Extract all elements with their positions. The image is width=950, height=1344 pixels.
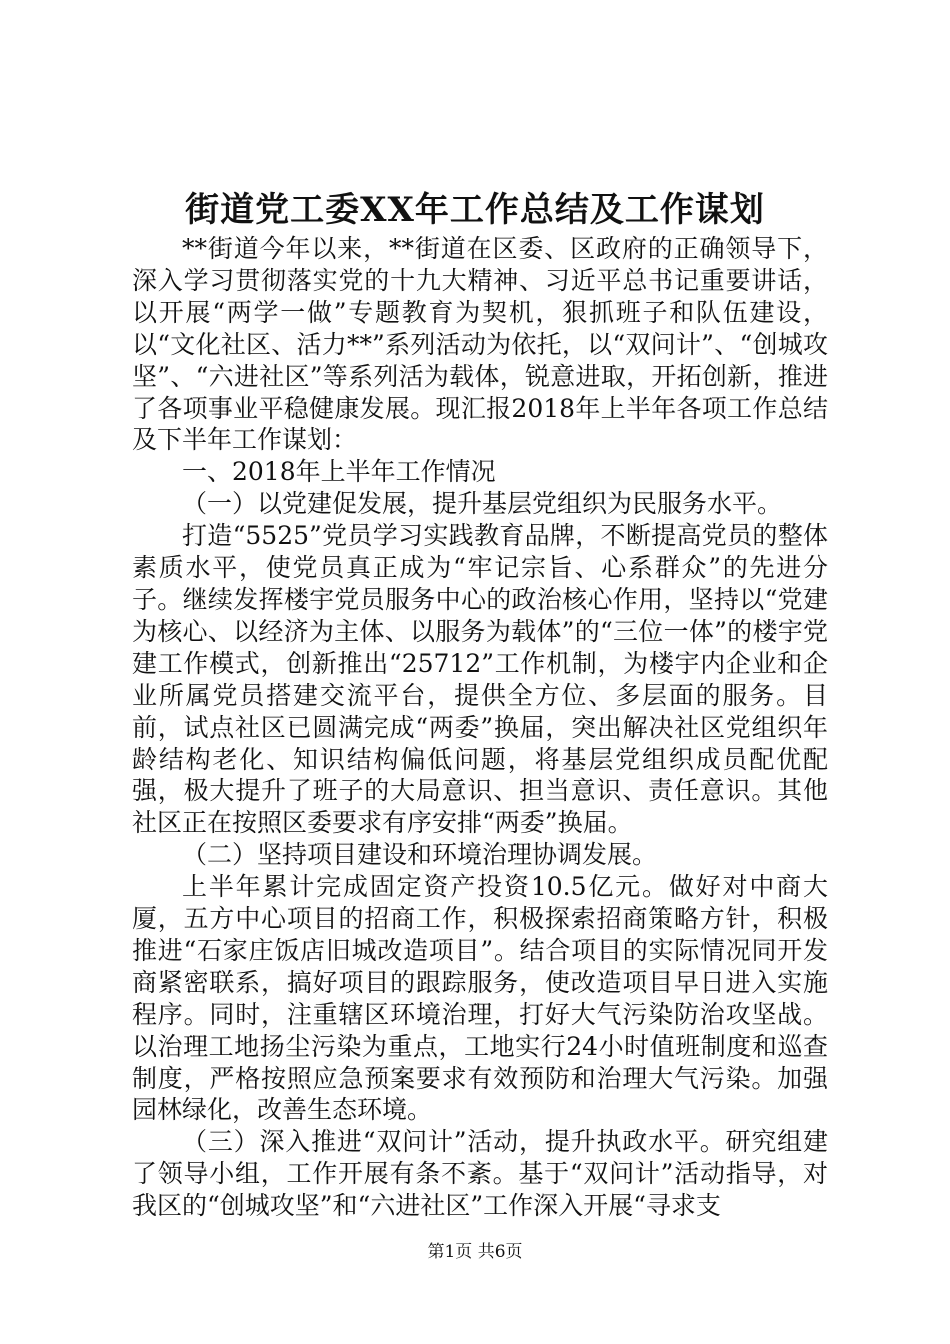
paragraph-intro: **街道今年以来，**街道在区委、区政府的正确领导下，深入学习贯彻落实党的十九大精神、习近平总书记重要讲话，以开展“两学一做”专题教育为契机，狠抓班子和队伍建设，以“文化社区、活力**”系列活动为依托，以“双问计”、“创城攻坚”、“六进社区”等系列活为载体，锐意进取，开拓创新，推进了各项事业平稳健康发展。现汇报2018年上半年各项工作总结及下半年工作谋划： xyxy=(132,234,828,455)
subsection-heading-2: （二）坚持项目建设和环境治理协调发展。 xyxy=(182,840,658,870)
paragraph-projects: 上半年累计完成固定资产投资10.5亿元。做好对中商大厦，五方中心项目的招商工作，积极探索招商策略方针，积极推进“石家庄饭店旧城改造项目”。结合项目的实际情况同开发商紧密联系，搞好项目的跟踪服务，使改造项目早日进入实施程序。同时，注重辖区环境治理，打好大气污染防治攻坚战。以治理工地扬尘污染为重点，工地实行24小时值班制度和巡查制度，严格按照应急预案要求有效预防和治理大气污染。加强园林绿化，改善生态环境。 xyxy=(132,872,828,1125)
section-heading-1: 一、2018年上半年工作情况 xyxy=(182,457,496,487)
document-body xyxy=(132,233,828,1222)
subsection-heading-1: （一）以党建促发展，提升基层党组织为民服务水平。 xyxy=(182,489,783,519)
document-title: 街道党工委XX年工作总结及工作谋划 xyxy=(185,190,765,230)
page-number: 第1页 共6页 xyxy=(427,1242,523,1262)
paragraph-double-consultation: （三）深入推进“双问计”活动，提升执政水平。研究组建了领导小组，工作开展有条不紊。基于“双问计”活动指导，对我区的“创城攻坚”和“六进社区”工作深入开展“寻求支 xyxy=(132,1127,828,1221)
paragraph-party-building: 打造“5525”党员学习实践教育品牌，不断提高党员的整体素质水平，使党员真正成为“牢记宗旨、心系群众”的先进分子。继续发挥楼宇党员服务中心的政治核心作用，坚持以“党建为核心、以经济为主体、以服务为载体”的“三位一体”的楼宇党建工作模式，创新推出“25712”工作机制，为楼宇内企业和企业所属党员搭建交流平台，提供全方位、多层面的服务。目前，试点社区已圆满完成“两委”换届，突出解决社区党组织年龄结构老化、知识结构偏低问题，将基层党组织成员配优配强，极大提升了班子的大局意识、担当意识、责任意识。其他社区正在按照区委要求有序安排“两委”换届。 xyxy=(132,521,828,838)
